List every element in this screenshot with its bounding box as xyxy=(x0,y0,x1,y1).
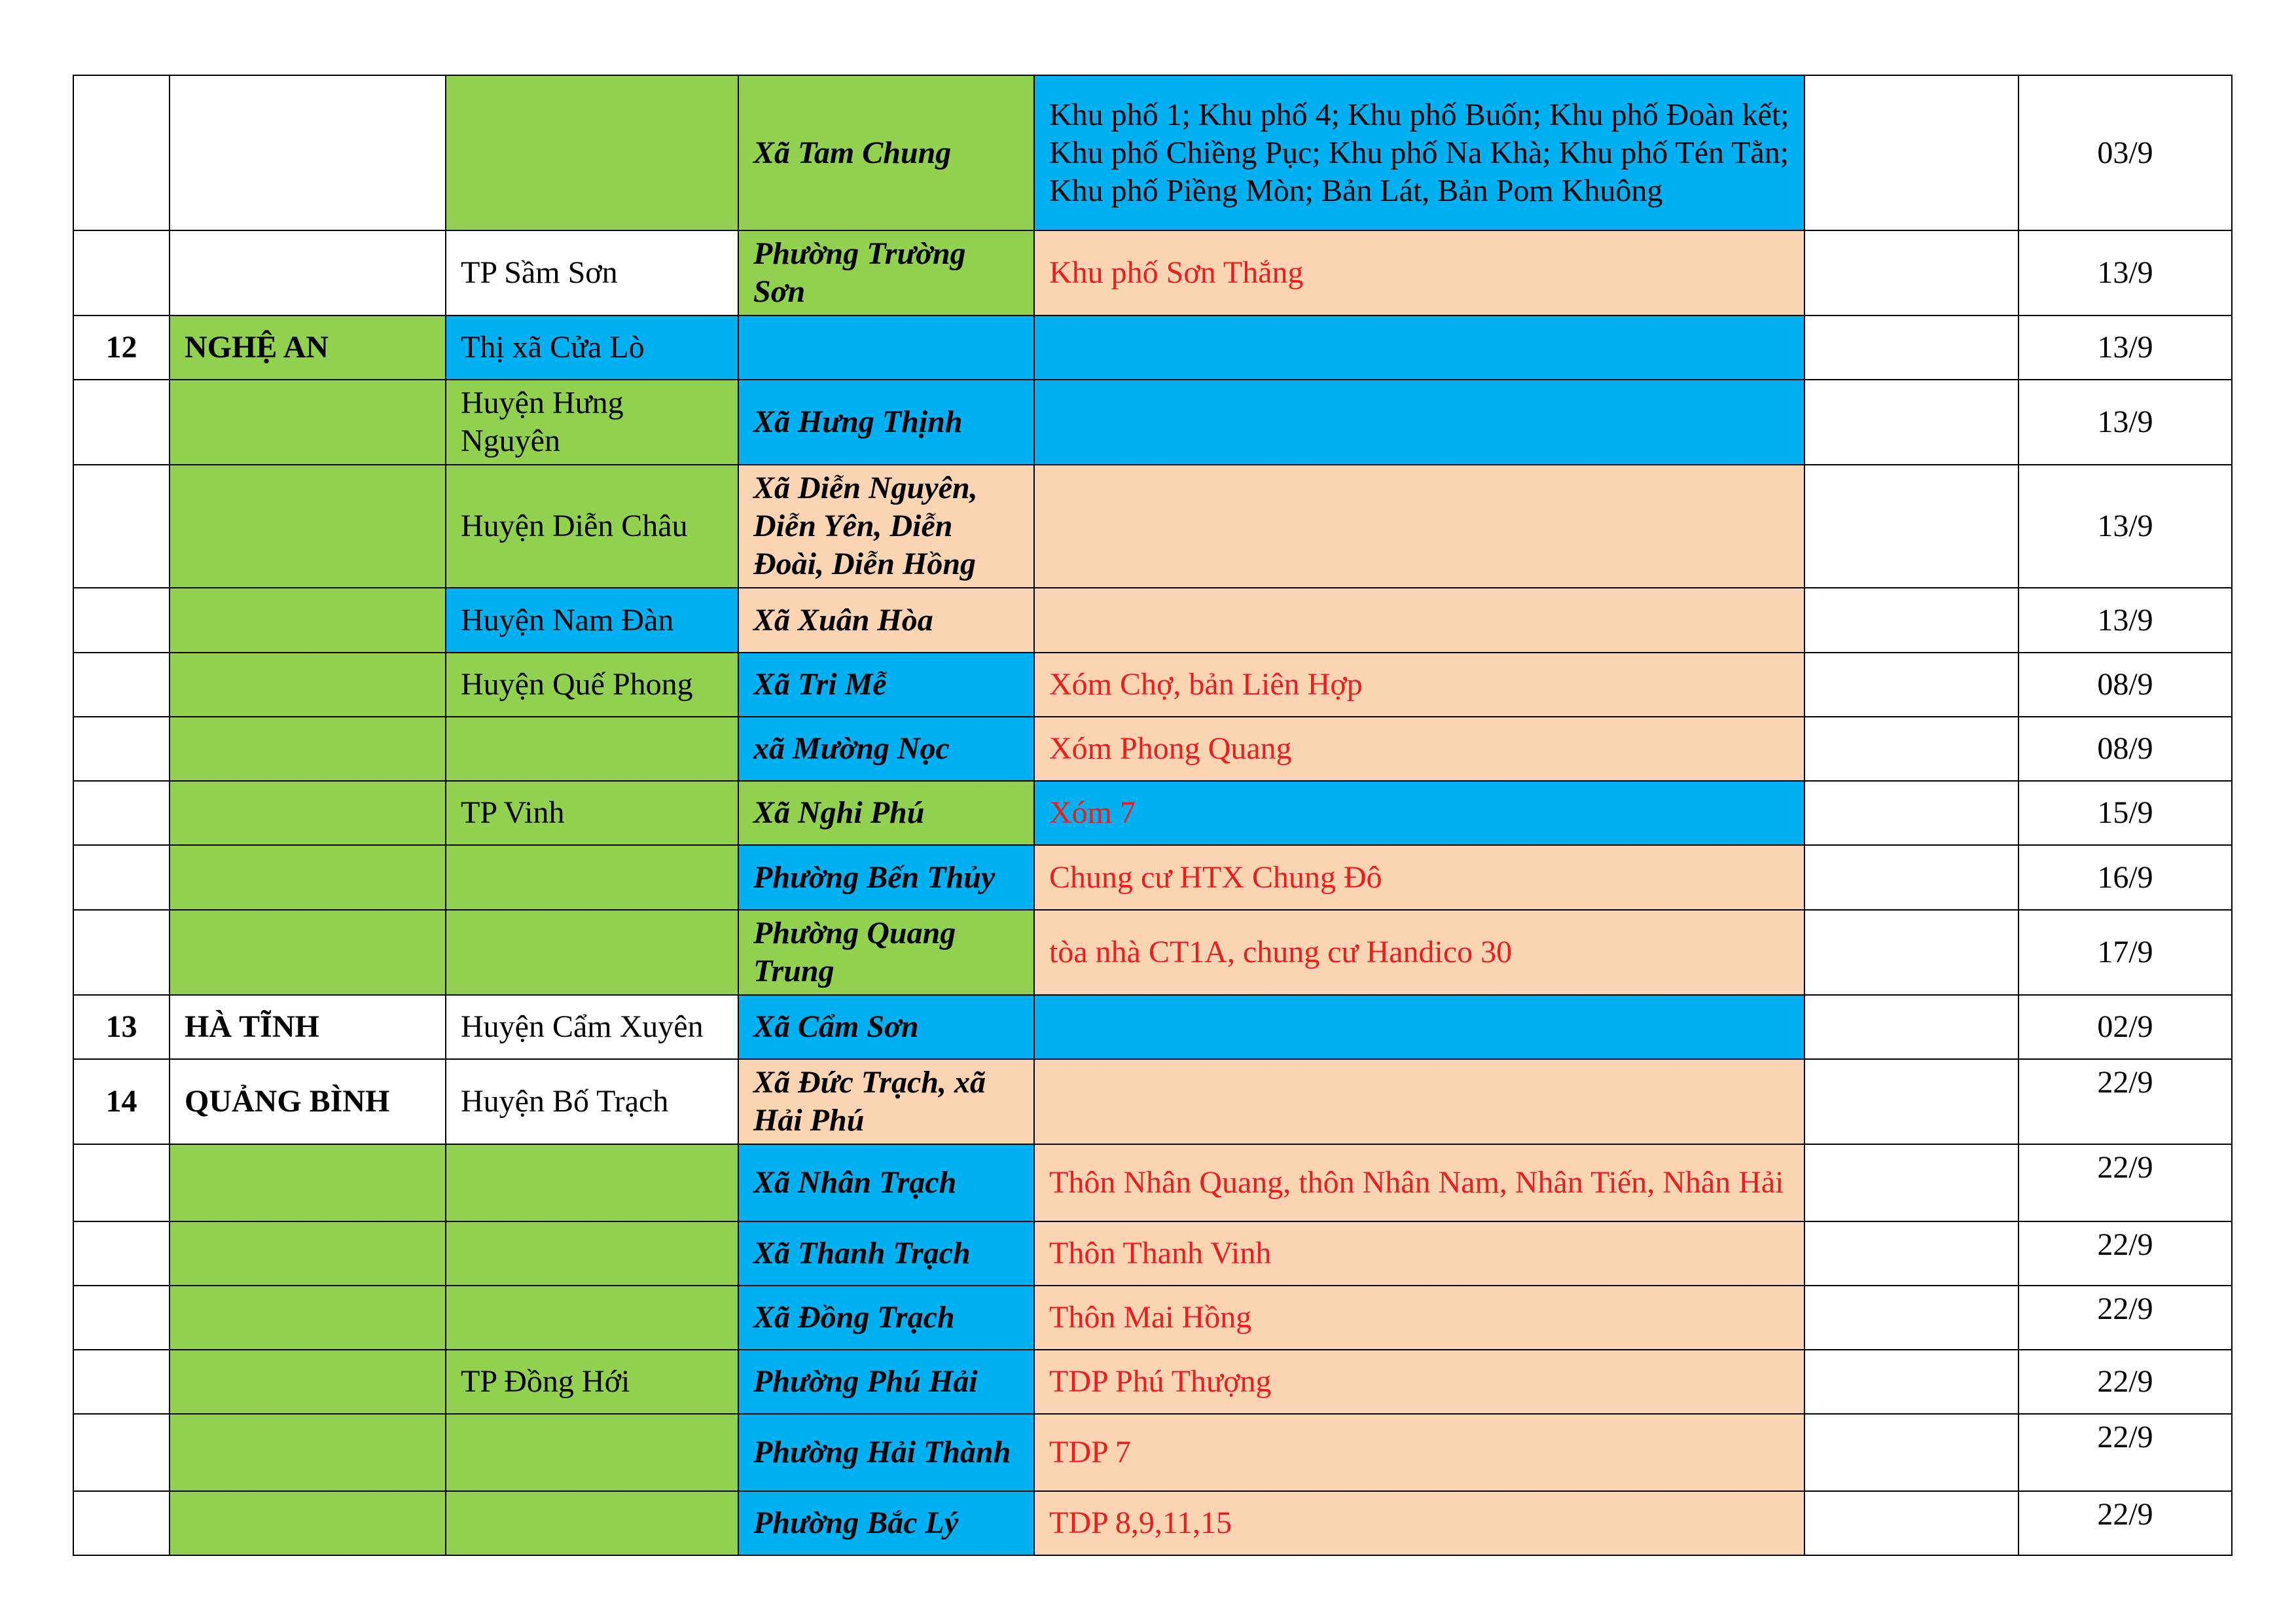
province-cell xyxy=(170,1414,446,1491)
province-cell xyxy=(170,1491,446,1555)
commune-cell: Xã Hưng Thịnh xyxy=(738,380,1034,465)
table-row xyxy=(73,995,2232,1059)
area-cell: Khu phố Sơn Thắng xyxy=(1034,230,1804,316)
date-cell: 22/9 xyxy=(2018,1059,2232,1144)
commune-cell: Xã Tri Mễ xyxy=(738,653,1034,717)
date-cell: 08/9 xyxy=(2018,717,2232,781)
area-cell: Chung cư HTX Chung Đô xyxy=(1034,845,1804,910)
note-cell xyxy=(1804,588,2018,653)
table-row xyxy=(73,588,2232,653)
date-cell: 17/9 xyxy=(2018,910,2232,995)
stt-cell: 13 xyxy=(73,995,170,1059)
commune-cell: xã Mường Nọc xyxy=(738,717,1034,781)
table-row xyxy=(73,465,2232,588)
stt-cell xyxy=(73,230,170,316)
province-cell xyxy=(170,781,446,845)
note-cell xyxy=(1804,717,2018,781)
area-cell: TDP Phú Thượng xyxy=(1034,1350,1804,1414)
date-cell: 08/9 xyxy=(2018,653,2232,717)
area-cell xyxy=(1034,380,1804,465)
district-cell xyxy=(446,1414,738,1491)
commune-cell: Xã Diễn Nguyên, Diễn Yên, Diễn Đoài, Diễn Hồng xyxy=(738,465,1034,588)
district-cell xyxy=(446,1144,738,1221)
table-row xyxy=(73,717,2232,781)
commune-cell: Xã Tam Chung xyxy=(738,75,1034,230)
note-cell xyxy=(1804,1286,2018,1350)
stt-cell xyxy=(73,653,170,717)
date-cell: 13/9 xyxy=(2018,380,2232,465)
date-cell: 16/9 xyxy=(2018,845,2232,910)
province-cell xyxy=(170,380,446,465)
date-cell: 15/9 xyxy=(2018,781,2232,845)
province-cell xyxy=(170,75,446,230)
date-cell: 13/9 xyxy=(2018,316,2232,380)
district-cell xyxy=(446,1221,738,1286)
province-cell: NGHỆ AN xyxy=(170,316,446,380)
stt-cell xyxy=(73,1286,170,1350)
district-cell: Huyện Quế Phong xyxy=(446,653,738,717)
district-cell: Huyện Bố Trạch xyxy=(446,1059,738,1144)
area-cell: TDP 8,9,11,15 xyxy=(1034,1491,1804,1555)
district-cell: Huyện Hưng Nguyên xyxy=(446,380,738,465)
area-cell: Thôn Mai Hồng xyxy=(1034,1286,1804,1350)
area-cell: Xóm Phong Quang xyxy=(1034,717,1804,781)
table-row xyxy=(73,910,2232,995)
province-cell xyxy=(170,1286,446,1350)
date-cell: 22/9 xyxy=(2018,1414,2232,1491)
province-cell: QUẢNG BÌNH xyxy=(170,1059,446,1144)
district-cell xyxy=(446,75,738,230)
stt-cell xyxy=(73,1144,170,1221)
note-cell xyxy=(1804,1144,2018,1221)
commune-cell: Xã Đồng Trạch xyxy=(738,1286,1034,1350)
date-cell: 22/9 xyxy=(2018,1144,2232,1221)
commune-cell: Xã Nhân Trạch xyxy=(738,1144,1034,1221)
commune-cell: Phường Bến Thủy xyxy=(738,845,1034,910)
stt-cell xyxy=(73,910,170,995)
stt-cell xyxy=(73,1414,170,1491)
province-cell xyxy=(170,910,446,995)
province-cell xyxy=(170,1350,446,1414)
date-cell: 13/9 xyxy=(2018,588,2232,653)
province-cell xyxy=(170,230,446,316)
date-cell: 22/9 xyxy=(2018,1491,2232,1555)
province-cell xyxy=(170,1221,446,1286)
stt-cell xyxy=(73,1491,170,1555)
district-cell xyxy=(446,910,738,995)
table-row xyxy=(73,1144,2232,1221)
stt-cell xyxy=(73,75,170,230)
district-cell: TP Vinh xyxy=(446,781,738,845)
area-cell xyxy=(1034,465,1804,588)
date-cell: 13/9 xyxy=(2018,230,2232,316)
note-cell xyxy=(1804,465,2018,588)
district-cell: Thị xã Cửa Lò xyxy=(446,316,738,380)
note-cell xyxy=(1804,1350,2018,1414)
district-cell: TP Sầm Sơn xyxy=(446,230,738,316)
stt-cell xyxy=(73,588,170,653)
province-cell xyxy=(170,845,446,910)
district-cell: Huyện Diễn Châu xyxy=(446,465,738,588)
stt-cell xyxy=(73,781,170,845)
table-row xyxy=(73,1059,2232,1144)
table-row xyxy=(73,1286,2232,1350)
date-cell: 22/9 xyxy=(2018,1350,2232,1414)
table-row xyxy=(73,653,2232,717)
table-row xyxy=(73,1491,2232,1555)
stt-cell xyxy=(73,845,170,910)
commune-cell: Phường Trường Sơn xyxy=(738,230,1034,316)
table-row xyxy=(73,230,2232,316)
province-cell xyxy=(170,717,446,781)
province-cell xyxy=(170,588,446,653)
province-cell xyxy=(170,1144,446,1221)
district-cell: TP Đồng Hới xyxy=(446,1350,738,1414)
area-cell: tòa nhà CT1A, chung cư Handico 30 xyxy=(1034,910,1804,995)
note-cell xyxy=(1804,230,2018,316)
table-row xyxy=(73,781,2232,845)
district-cell xyxy=(446,717,738,781)
stt-cell xyxy=(73,465,170,588)
note-cell xyxy=(1804,910,2018,995)
area-cell: Thôn Nhân Quang, thôn Nhân Nam, Nhân Tiến, Nhân Hải xyxy=(1034,1144,1804,1221)
stt-cell xyxy=(73,1221,170,1286)
province-cell: HÀ TĨNH xyxy=(170,995,446,1059)
note-cell xyxy=(1804,380,2018,465)
area-cell xyxy=(1034,1059,1804,1144)
province-cell xyxy=(170,653,446,717)
table-row xyxy=(73,380,2232,465)
district-cell: Huyện Cẩm Xuyên xyxy=(446,995,738,1059)
date-cell: 22/9 xyxy=(2018,1286,2232,1350)
commune-cell: Xã Cẩm Sơn xyxy=(738,995,1034,1059)
area-cell xyxy=(1034,316,1804,380)
area-cell: Khu phố 1; Khu phố 4; Khu phố Buốn; Khu phố Đoàn kết; Khu phố Chiềng Pục; Khu phố Na Khà; Khu phố Tén Tằn; Khu phố Piềng Mòn; Bản Lát, Bản Pom Khuông xyxy=(1034,75,1804,230)
stt-cell: 14 xyxy=(73,1059,170,1144)
note-cell xyxy=(1804,75,2018,230)
table-row xyxy=(73,316,2232,380)
stt-cell xyxy=(73,717,170,781)
commune-cell: Phường Quang Trung xyxy=(738,910,1034,995)
stt-cell: 12 xyxy=(73,316,170,380)
area-cell: TDP 7 xyxy=(1034,1414,1804,1491)
note-cell xyxy=(1804,1491,2018,1555)
table-row xyxy=(73,1414,2232,1491)
table-row xyxy=(73,845,2232,910)
commune-cell: Xã Xuân Hòa xyxy=(738,588,1034,653)
commune-cell: Xã Nghi Phú xyxy=(738,781,1034,845)
note-cell xyxy=(1804,1221,2018,1286)
commune-cell: Phường Bắc Lý xyxy=(738,1491,1034,1555)
district-cell xyxy=(446,845,738,910)
stt-cell xyxy=(73,380,170,465)
commune-cell: Xã Đức Trạch, xã Hải Phú xyxy=(738,1059,1034,1144)
area-cell xyxy=(1034,588,1804,653)
commune-cell: Phường Phú Hải xyxy=(738,1350,1034,1414)
note-cell xyxy=(1804,653,2018,717)
table-row xyxy=(73,1221,2232,1286)
date-cell: 02/9 xyxy=(2018,995,2232,1059)
note-cell xyxy=(1804,1414,2018,1491)
area-cell xyxy=(1034,995,1804,1059)
note-cell xyxy=(1804,1059,2018,1144)
area-cell: Xóm Chợ, bản Liên Hợp xyxy=(1034,653,1804,717)
note-cell xyxy=(1804,995,2018,1059)
date-cell: 22/9 xyxy=(2018,1221,2232,1286)
date-cell: 03/9 xyxy=(2018,75,2232,230)
date-cell: 13/9 xyxy=(2018,465,2232,588)
table-row xyxy=(73,1350,2232,1414)
stt-cell xyxy=(73,1350,170,1414)
note-cell xyxy=(1804,316,2018,380)
district-cell xyxy=(446,1286,738,1350)
district-cell: Huyện Nam Đàn xyxy=(446,588,738,653)
district-cell xyxy=(446,1491,738,1555)
area-cell: Xóm 7 xyxy=(1034,781,1804,845)
note-cell xyxy=(1804,781,2018,845)
area-cell: Thôn Thanh Vinh xyxy=(1034,1221,1804,1286)
table-row xyxy=(73,75,2232,230)
commune-cell: Phường Hải Thành xyxy=(738,1414,1034,1491)
province-cell xyxy=(170,465,446,588)
commune-cell xyxy=(738,316,1034,380)
outbreak-area-table xyxy=(73,75,2233,1556)
commune-cell: Xã Thanh Trạch xyxy=(738,1221,1034,1286)
note-cell xyxy=(1804,845,2018,910)
